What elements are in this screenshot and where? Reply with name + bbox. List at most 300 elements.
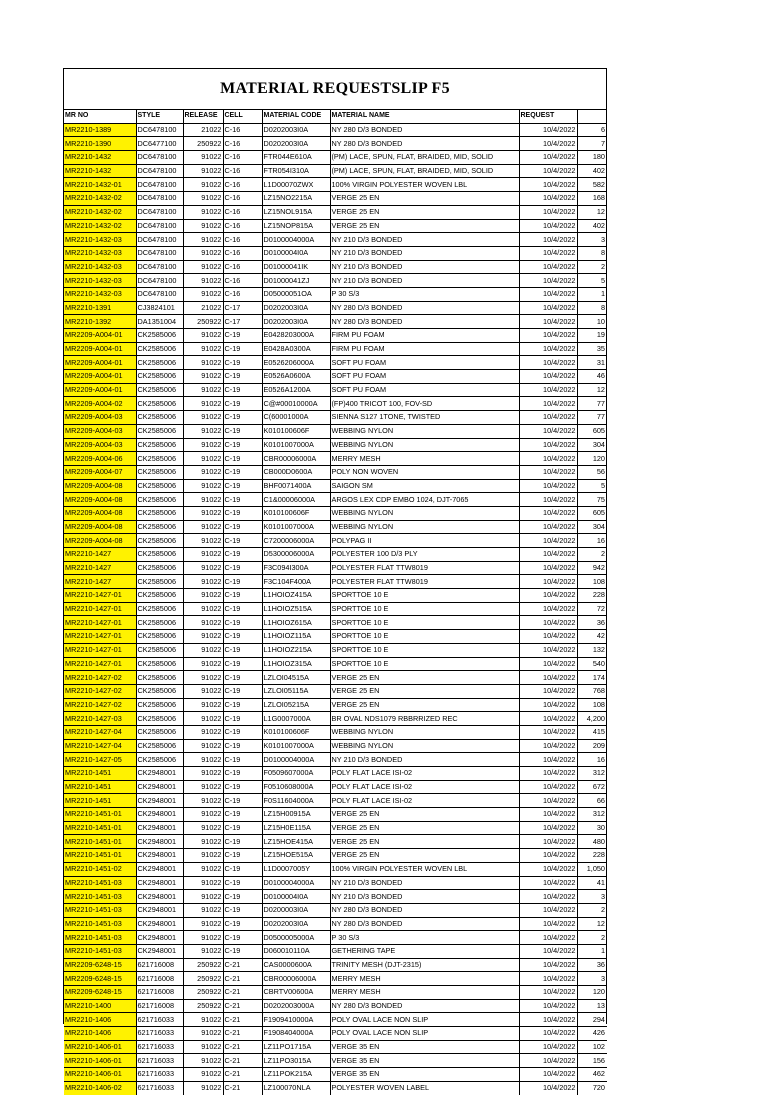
cell-cell: C-19 — [223, 589, 262, 603]
cell-cell: C-19 — [223, 534, 262, 548]
cell-cell: C-19 — [223, 479, 262, 493]
header-row — [64, 110, 607, 124]
table-row — [64, 520, 607, 534]
cell-cell: C-16 — [223, 192, 262, 206]
table-row — [64, 602, 607, 616]
request-date-cell: 10/4/2022 — [519, 698, 577, 712]
material-code-cell: F1908404000A — [262, 1027, 330, 1041]
style-cell: DC6478100 — [136, 287, 183, 301]
mr-no-cell: MR2210-1427-02 — [64, 684, 136, 698]
material-code-cell: K010100606F — [262, 725, 330, 739]
request-date-cell: 10/4/2022 — [519, 246, 577, 260]
release-cell: 91022 — [183, 219, 223, 233]
table-row — [64, 438, 607, 452]
quantity-cell: 8 — [577, 301, 607, 315]
table-row — [64, 246, 607, 260]
release-cell: 250922 — [183, 972, 223, 986]
request-date-cell: 10/4/2022 — [519, 876, 577, 890]
style-cell: CK2585006 — [136, 753, 183, 767]
table-row — [64, 123, 607, 137]
mr-no-cell: MR2210-1451-02 — [64, 862, 136, 876]
material-code-cell: L1D00070ZWX — [262, 178, 330, 192]
table-row — [64, 849, 607, 863]
table-row — [64, 862, 607, 876]
material-name-cell: POLYPAG II — [330, 534, 519, 548]
quantity-cell: 2 — [577, 903, 607, 917]
release-cell: 91022 — [183, 917, 223, 931]
table-row — [64, 260, 607, 274]
cell-cell: C-21 — [223, 1054, 262, 1068]
material-code-cell: CBR00006000A — [262, 972, 330, 986]
material-name-cell: NY 210 D/3 BONDED — [330, 753, 519, 767]
table-row — [64, 479, 607, 493]
quantity-cell: 108 — [577, 575, 607, 589]
cell-cell: C-19 — [223, 520, 262, 534]
material-name-cell: VERGE 25 EN — [330, 205, 519, 219]
request-date-cell: 10/4/2022 — [519, 287, 577, 301]
request-date-cell: 10/4/2022 — [519, 931, 577, 945]
style-cell: CK2585006 — [136, 383, 183, 397]
mr-no-cell: MR2210-1427-01 — [64, 602, 136, 616]
cell-cell: C-19 — [223, 684, 262, 698]
material-code-cell: D05000051OA — [262, 287, 330, 301]
quantity-cell: 1 — [577, 287, 607, 301]
quantity-cell: 5 — [577, 274, 607, 288]
quantity-cell: 19 — [577, 329, 607, 343]
table-row — [64, 890, 607, 904]
quantity-cell: 77 — [577, 397, 607, 411]
cell-cell: C-21 — [223, 958, 262, 972]
release-cell: 91022 — [183, 205, 223, 219]
mr-no-cell: MR2210-1451-03 — [64, 890, 136, 904]
style-cell: CK2948001 — [136, 835, 183, 849]
mr-no-cell: MR2209-6248-15 — [64, 972, 136, 986]
sheet-title: MATERIAL REQUESTSLIP F5 — [220, 80, 450, 97]
release-cell: 91022 — [183, 233, 223, 247]
material-code-cell: L1HOIOZ415A — [262, 589, 330, 603]
request-date-cell: 10/4/2022 — [519, 739, 577, 753]
table-row — [64, 561, 607, 575]
material-code-cell: K0101007000A — [262, 438, 330, 452]
style-cell: DC6478100 — [136, 219, 183, 233]
style-cell: DC6478100 — [136, 164, 183, 178]
release-cell: 91022 — [183, 452, 223, 466]
request-date-cell: 10/4/2022 — [519, 383, 577, 397]
request-date-cell: 10/4/2022 — [519, 917, 577, 931]
material-name-cell: VERGE 35 EN — [330, 1040, 519, 1054]
mr-no-cell: MR2210-1432-03 — [64, 287, 136, 301]
material-code-cell: LZ15NOL915A — [262, 205, 330, 219]
request-date-cell: 10/4/2022 — [519, 192, 577, 206]
quantity-cell: 10 — [577, 315, 607, 329]
material-name-cell: ARGOS LEX CDP EMBO 1024, DJT-7065 — [330, 493, 519, 507]
material-name-cell: NY 210 D/3 BONDED — [330, 876, 519, 890]
request-date-cell: 10/4/2022 — [519, 835, 577, 849]
cell-cell: C-19 — [223, 370, 262, 384]
quantity-cell: 942 — [577, 561, 607, 575]
material-name-cell: SOFT PU FOAM — [330, 356, 519, 370]
request-date-cell: 10/4/2022 — [519, 1027, 577, 1041]
quantity-cell: 2 — [577, 931, 607, 945]
material-request-sheet — [63, 68, 607, 1093]
table-body — [64, 123, 607, 1094]
material-name-cell: WEBBING NYLON — [330, 438, 519, 452]
request-date-cell: 10/4/2022 — [519, 260, 577, 274]
mr-no-cell: MR2209-A004-06 — [64, 452, 136, 466]
cell-cell: C-19 — [223, 794, 262, 808]
style-cell: 621716008 — [136, 972, 183, 986]
table-row — [64, 219, 607, 233]
release-cell: 91022 — [183, 287, 223, 301]
release-cell: 91022 — [183, 575, 223, 589]
material-name-cell: NY 210 D/3 BONDED — [330, 246, 519, 260]
release-cell: 91022 — [183, 260, 223, 274]
style-cell: CK2585006 — [136, 643, 183, 657]
mr-no-cell: MR2210-1427-01 — [64, 657, 136, 671]
table-row — [64, 192, 607, 206]
style-cell: CK2585006 — [136, 493, 183, 507]
request-date-cell: 10/4/2022 — [519, 602, 577, 616]
request-date-cell: 10/4/2022 — [519, 233, 577, 247]
quantity-cell: 120 — [577, 452, 607, 466]
table-row — [64, 999, 607, 1013]
material-code-cell: LZ100070NLA — [262, 1081, 330, 1094]
style-cell: CK2585006 — [136, 671, 183, 685]
release-cell: 91022 — [183, 903, 223, 917]
cell-cell: C-19 — [223, 821, 262, 835]
mr-no-cell: MR2209-A004-03 — [64, 424, 136, 438]
cell-cell: C-19 — [223, 876, 262, 890]
cell-cell: C-19 — [223, 780, 262, 794]
material-code-cell: E0526A0600A — [262, 370, 330, 384]
cell-cell: C-19 — [223, 890, 262, 904]
quantity-cell: 168 — [577, 192, 607, 206]
style-cell: CK2585006 — [136, 479, 183, 493]
table-row — [64, 164, 607, 178]
request-date-cell: 10/4/2022 — [519, 301, 577, 315]
cell-cell: C-21 — [223, 1068, 262, 1082]
material-name-cell: MERRY MESH — [330, 452, 519, 466]
material-name-cell: POLY OVAL LACE NON SLIP — [330, 1013, 519, 1027]
cell-cell: C-19 — [223, 329, 262, 343]
quantity-cell: 540 — [577, 657, 607, 671]
request-date-cell: 10/4/2022 — [519, 1040, 577, 1054]
mr-no-cell: MR2210-1432-03 — [64, 260, 136, 274]
style-cell: CK2585006 — [136, 520, 183, 534]
material-code-cell: K010100606F — [262, 506, 330, 520]
style-cell: 621716033 — [136, 1027, 183, 1041]
mr-no-cell: MR2210-1406 — [64, 1027, 136, 1041]
cell-cell: C-16 — [223, 233, 262, 247]
material-name-cell: POLY FLAT LACE ISI-02 — [330, 780, 519, 794]
release-cell: 91022 — [183, 657, 223, 671]
cell-cell: C-16 — [223, 123, 262, 137]
mr-no-cell: MR2210-1451-03 — [64, 876, 136, 890]
table-row — [64, 370, 607, 384]
cell-cell: C-19 — [223, 917, 262, 931]
mr-no-cell: MR2210-1427-04 — [64, 725, 136, 739]
release-cell: 91022 — [183, 424, 223, 438]
style-cell: CK2948001 — [136, 767, 183, 781]
material-name-cell: NY 210 D/3 BONDED — [330, 890, 519, 904]
request-date-cell: 10/4/2022 — [519, 684, 577, 698]
style-cell: CK2585006 — [136, 329, 183, 343]
material-name-cell: (FP)400 TRICOT 100, FOV-SD — [330, 397, 519, 411]
style-cell: CK2585006 — [136, 438, 183, 452]
material-name-cell: SPORTTOE 10 E — [330, 616, 519, 630]
material-name-cell: WEBBING NYLON — [330, 725, 519, 739]
cell-cell: C-21 — [223, 986, 262, 1000]
mr-no-cell: MR2209-A004-08 — [64, 506, 136, 520]
mr-no-cell: MR2210-1389 — [64, 123, 136, 137]
style-cell: DC6478100 — [136, 274, 183, 288]
release-cell: 91022 — [183, 438, 223, 452]
style-cell: CK2585006 — [136, 698, 183, 712]
mr-no-cell: MR2210-1427-03 — [64, 712, 136, 726]
material-code-cell: CAS0000600A — [262, 958, 330, 972]
cell-cell: C-19 — [223, 465, 262, 479]
material-name-cell: 100% VIRGIN POLYESTER WOVEN LBL — [330, 178, 519, 192]
quantity-cell: 30 — [577, 821, 607, 835]
material-name-cell: VERGE 25 EN — [330, 192, 519, 206]
material-name-cell: NY 280 D/3 BONDED — [330, 315, 519, 329]
quantity-cell: 36 — [577, 958, 607, 972]
table-row — [64, 1068, 607, 1082]
release-cell: 91022 — [183, 712, 223, 726]
header-style: STYLE — [136, 110, 183, 124]
material-code-cell: LZ15H00915A — [262, 808, 330, 822]
release-cell: 91022 — [183, 534, 223, 548]
request-date-cell: 10/4/2022 — [519, 178, 577, 192]
table-row — [64, 465, 607, 479]
material-code-cell: D0202003I0A — [262, 123, 330, 137]
release-cell: 91022 — [183, 1054, 223, 1068]
material-name-cell: WEBBING NYLON — [330, 739, 519, 753]
material-name-cell: MERRY MESH — [330, 972, 519, 986]
material-name-cell: VERGE 25 EN — [330, 684, 519, 698]
style-cell: CK2585006 — [136, 452, 183, 466]
cell-cell: C-19 — [223, 616, 262, 630]
material-name-cell: MERRY MESH — [330, 986, 519, 1000]
release-cell: 91022 — [183, 274, 223, 288]
style-cell: CK2585006 — [136, 602, 183, 616]
cell-cell: C-19 — [223, 630, 262, 644]
quantity-cell: 75 — [577, 493, 607, 507]
material-name-cell: TRINITY MESH (DJT-2315) — [330, 958, 519, 972]
material-code-cell: D0202003I0A — [262, 315, 330, 329]
quantity-cell: 13 — [577, 999, 607, 1013]
cell-cell: C-19 — [223, 849, 262, 863]
request-date-cell: 10/4/2022 — [519, 411, 577, 425]
material-code-cell: D0100004I0A — [262, 246, 330, 260]
material-name-cell: VERGE 25 EN — [330, 698, 519, 712]
request-date-cell: 10/4/2022 — [519, 356, 577, 370]
table-row — [64, 274, 607, 288]
table-row — [64, 767, 607, 781]
request-date-cell: 10/4/2022 — [519, 575, 577, 589]
quantity-cell: 16 — [577, 753, 607, 767]
table-row — [64, 287, 607, 301]
release-cell: 91022 — [183, 1013, 223, 1027]
style-cell: CK2948001 — [136, 903, 183, 917]
style-cell: CK2948001 — [136, 794, 183, 808]
table-row — [64, 780, 607, 794]
material-name-cell: WEBBING NYLON — [330, 424, 519, 438]
style-cell: 621716008 — [136, 999, 183, 1013]
request-date-cell: 10/4/2022 — [519, 438, 577, 452]
material-name-cell: SIENNA S127 1TONE, TWISTED — [330, 411, 519, 425]
table-row — [64, 835, 607, 849]
mr-no-cell: MR2210-1427 — [64, 575, 136, 589]
material-code-cell: D01000041ZJ — [262, 274, 330, 288]
material-code-cell: K010100606F — [262, 424, 330, 438]
material-code-cell: F3C104F400A — [262, 575, 330, 589]
mr-no-cell: MR2210-1432-03 — [64, 246, 136, 260]
cell-cell: C-19 — [223, 424, 262, 438]
material-code-cell: LZ15HOE515A — [262, 849, 330, 863]
release-cell: 91022 — [183, 561, 223, 575]
style-cell: CK2585006 — [136, 712, 183, 726]
release-cell: 91022 — [183, 1027, 223, 1041]
quantity-cell: 605 — [577, 506, 607, 520]
table-row — [64, 671, 607, 685]
mr-no-cell: MR2210-1451 — [64, 794, 136, 808]
release-cell: 91022 — [183, 329, 223, 343]
request-date-cell: 10/4/2022 — [519, 780, 577, 794]
request-date-cell: 10/4/2022 — [519, 1081, 577, 1094]
cell-cell: C-19 — [223, 944, 262, 958]
style-cell: 621716033 — [136, 1068, 183, 1082]
material-code-cell: D5300006000A — [262, 548, 330, 562]
quantity-cell: 605 — [577, 424, 607, 438]
mr-no-cell: MR2209-A004-01 — [64, 329, 136, 343]
material-name-cell: FIRM PU FOAM — [330, 329, 519, 343]
quantity-cell: 402 — [577, 219, 607, 233]
material-code-cell: LZ15HOE415A — [262, 835, 330, 849]
style-cell: CK2585006 — [136, 411, 183, 425]
style-cell: 621716008 — [136, 986, 183, 1000]
table-row — [64, 944, 607, 958]
table-row — [64, 315, 607, 329]
quantity-cell: 4,200 — [577, 712, 607, 726]
quantity-cell: 12 — [577, 205, 607, 219]
mr-no-cell: MR2210-1390 — [64, 137, 136, 151]
quantity-cell: 16 — [577, 534, 607, 548]
request-date-cell: 10/4/2022 — [519, 397, 577, 411]
material-name-cell: 100% VIRGIN POLYESTER WOVEN LBL — [330, 862, 519, 876]
material-code-cell: LZ15NOP815A — [262, 219, 330, 233]
material-code-cell: F0509607000A — [262, 767, 330, 781]
table-row — [64, 356, 607, 370]
material-code-cell: D060010110A — [262, 944, 330, 958]
request-date-cell: 10/4/2022 — [519, 123, 577, 137]
table-row — [64, 739, 607, 753]
request-date-cell: 10/4/2022 — [519, 753, 577, 767]
cell-cell: C-19 — [223, 438, 262, 452]
material-code-cell: L1HOIOZ315A — [262, 657, 330, 671]
material-code-cell: E0526206000A — [262, 356, 330, 370]
request-date-cell: 10/4/2022 — [519, 849, 577, 863]
cell-cell: C-19 — [223, 452, 262, 466]
material-name-cell: POLYESTER 100 D/3 PLY — [330, 548, 519, 562]
table-row — [64, 1081, 607, 1094]
material-name-cell: NY 280 D/3 BONDED — [330, 301, 519, 315]
style-cell: CK2585006 — [136, 589, 183, 603]
material-name-cell: WEBBING NYLON — [330, 520, 519, 534]
material-name-cell: SPORTTOE 10 E — [330, 589, 519, 603]
cell-cell: C-19 — [223, 548, 262, 562]
style-cell: CK2948001 — [136, 890, 183, 904]
request-date-cell: 10/4/2022 — [519, 821, 577, 835]
release-cell: 21022 — [183, 123, 223, 137]
table-row — [64, 917, 607, 931]
material-name-cell: P 30 S/3 — [330, 931, 519, 945]
release-cell: 91022 — [183, 849, 223, 863]
release-cell: 91022 — [183, 671, 223, 685]
table-row — [64, 958, 607, 972]
style-cell: CK2585006 — [136, 397, 183, 411]
table-row — [64, 986, 607, 1000]
material-code-cell: K0101007000A — [262, 520, 330, 534]
material-name-cell: SAIGON SM — [330, 479, 519, 493]
quantity-cell: 720 — [577, 1081, 607, 1094]
material-name-cell: SOFT PU FOAM — [330, 370, 519, 384]
mr-no-cell: MR2209-A004-01 — [64, 370, 136, 384]
material-code-cell: D0100004I0A — [262, 890, 330, 904]
style-cell: CK2948001 — [136, 821, 183, 835]
quantity-cell: 5 — [577, 479, 607, 493]
release-cell: 91022 — [183, 1081, 223, 1094]
cell-cell: C-21 — [223, 1027, 262, 1041]
release-cell: 91022 — [183, 1040, 223, 1054]
table-row — [64, 753, 607, 767]
cell-cell: C-16 — [223, 164, 262, 178]
request-date-cell: 10/4/2022 — [519, 890, 577, 904]
request-date-cell: 10/4/2022 — [519, 493, 577, 507]
quantity-cell: 12 — [577, 383, 607, 397]
release-cell: 91022 — [183, 411, 223, 425]
quantity-cell: 3 — [577, 972, 607, 986]
material-code-cell: CB000D0600A — [262, 465, 330, 479]
material-name-cell: VERGE 25 EN — [330, 219, 519, 233]
quantity-cell: 415 — [577, 725, 607, 739]
material-name-cell: BR OVAL NDS1079 RBBRRIZED REC — [330, 712, 519, 726]
release-cell: 91022 — [183, 616, 223, 630]
release-cell: 91022 — [183, 876, 223, 890]
material-code-cell: D0100004000A — [262, 753, 330, 767]
style-cell: CK2585006 — [136, 342, 183, 356]
request-date-cell: 10/4/2022 — [519, 657, 577, 671]
table-row — [64, 794, 607, 808]
material-code-cell: F0510608000A — [262, 780, 330, 794]
release-cell: 91022 — [183, 698, 223, 712]
request-date-cell: 10/4/2022 — [519, 370, 577, 384]
material-name-cell: (PM) LACE, SPUN, FLAT, BRAIDED, MID, SOLID — [330, 164, 519, 178]
release-cell: 91022 — [183, 589, 223, 603]
material-code-cell: D0202003I0A — [262, 301, 330, 315]
style-cell: DC6478100 — [136, 233, 183, 247]
release-cell: 91022 — [183, 835, 223, 849]
header-mr-no: MR NO — [64, 110, 136, 124]
table-row — [64, 725, 607, 739]
style-cell: CK2948001 — [136, 876, 183, 890]
material-name-cell: POLYESTER WOVEN LABEL — [330, 1081, 519, 1094]
request-date-cell: 10/4/2022 — [519, 151, 577, 165]
material-name-cell: P 30 S/3 — [330, 287, 519, 301]
quantity-cell: 42 — [577, 630, 607, 644]
cell-cell: C-19 — [223, 862, 262, 876]
release-cell: 91022 — [183, 548, 223, 562]
